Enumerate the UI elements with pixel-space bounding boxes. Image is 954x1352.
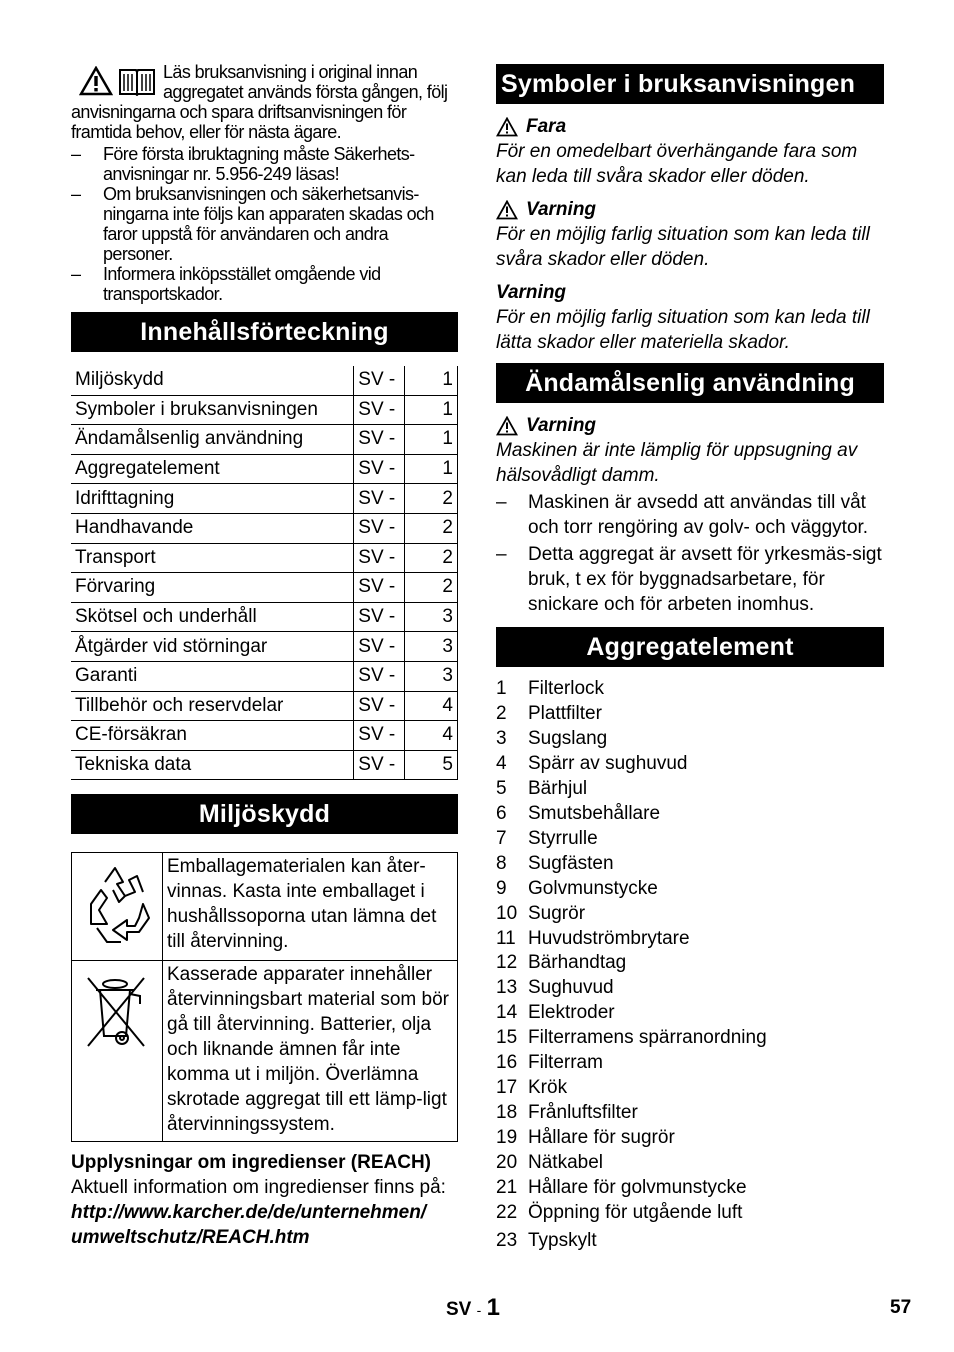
table-row[interactable]: Handhavande SV - 2	[71, 513, 458, 543]
table-row[interactable]: Idrifttagning SV - 2	[71, 484, 458, 514]
toc-table	[71, 366, 458, 780]
list-item: 23 Typskylt	[496, 1229, 597, 1251]
list-item: – Maskinen är avsedd att användas till våt och torr rengöring av golv- och väggytor.	[496, 492, 869, 538]
intended-use-warning-text: Maskinen är inte lämplig för uppsugning av hälsovådligt damm.	[496, 440, 858, 486]
recycling-text: Emballagematerialen kan åter-vinnas. Kasta inte emballaget i hushållssoporna utan lämna det till återvinning.	[163, 853, 458, 961]
table-row[interactable]: Tekniska data SV - 5	[71, 750, 458, 780]
danger-text: För en omedelbart överhängande fara som kan leda till svåra skador eller döden.	[496, 141, 858, 187]
list-item: 6 Smutsbehållare	[496, 802, 661, 824]
list-item: 13 Sughuvud	[496, 977, 614, 999]
list-item: 19 Hållare för sugrör	[496, 1127, 675, 1149]
list-item: 22 Öppning för utgående luft	[496, 1202, 743, 1224]
list-item: – Före första ibruktagning måste Säkerhets-anvisningar nr. 5.956-249 läsas!	[71, 144, 415, 184]
elements-list	[496, 677, 884, 1254]
intro-paragraph: Läs bruksanvisning i original innan aggregatet används första gången, följ anvisningarna och spara driftsanvisningen för framtida behov, eller för nästa ägare.	[71, 62, 448, 142]
list-item: 1 Filterlock	[496, 678, 605, 699]
warning-text: För en möjlig farlig situation som kan leda till svåra skador eller döden.	[496, 224, 870, 270]
list-item: – Om bruksanvisningen och säkerhetsanvis-ningarna inte följs kan apparaten skadas och faror uppstå för användaren och andra personer.	[71, 184, 434, 264]
table-row[interactable]: CE-försäkran SV - 4	[71, 721, 458, 751]
disposal-text: Kasserade apparater innehåller återvinningsbart material som bör gå till återvinning. Batterier, olja och liknande ämnen får inte komma ut i miljön. Överlämna skrotade aggregat till ett lämp-ligt återvinningssystem.	[163, 961, 458, 1142]
list-item: 7 Styrrulle	[496, 827, 598, 849]
environment-heading: Miljöskydd	[71, 794, 458, 834]
table-row	[72, 853, 458, 961]
list-item: 2 Plattfilter	[496, 702, 602, 724]
intro-list	[71, 144, 458, 304]
list-item: 11 Huvudströmbrytare	[496, 927, 690, 949]
left-column	[71, 60, 458, 1250]
table-row[interactable]: Symboler i bruksanvisningen SV - 1	[71, 395, 458, 425]
table-row[interactable]: Förvaring SV - 2	[71, 573, 458, 603]
warning-triangle-icon	[496, 117, 518, 137]
list-item: 10 Sugrör	[496, 902, 586, 924]
list-item: 5 Bärhjul	[496, 777, 588, 799]
table-row	[72, 961, 458, 1142]
list-item: 15 Filterramens spärranordning	[496, 1027, 767, 1049]
table-row[interactable]: Aggregatelement SV - 1	[71, 454, 458, 484]
warning-triangle-icon	[79, 66, 113, 96]
list-item: 3 Sugslang	[496, 727, 608, 749]
danger-heading: Fara	[496, 114, 884, 139]
reach-link-1[interactable]: http://www.karcher.de/de/unternehmen/	[71, 1202, 427, 1224]
list-item: 4 Spärr av sughuvud	[496, 752, 688, 774]
table-row[interactable]: Garanti SV - 3	[71, 661, 458, 691]
table-row[interactable]: Ändamålsenlig användning SV - 1	[71, 425, 458, 455]
table-row[interactable]: Transport SV - 2	[71, 543, 458, 573]
crossed-out-bin-icon	[82, 974, 152, 1054]
caution-text: För en möjlig farlig situation som kan leda till lätta skador eller materiella skador.	[496, 307, 870, 353]
list-item: 18 Frånluftsfilter	[496, 1102, 638, 1124]
reach-text: Aktuell information om ingredienser finns på:	[71, 1177, 446, 1199]
list-item: – Detta aggregat är avsett för yrkesmäs-sigt bruk, t ex för byggnadsarbetare, för snickare och för arbeten inomhus.	[496, 544, 882, 615]
list-item: 16 Filterram	[496, 1052, 603, 1074]
list-item: 20 Nätkabel	[496, 1152, 603, 1174]
manual-book-icon	[117, 66, 157, 96]
list-item: 21 Hållare för golvmunstycke	[496, 1177, 747, 1199]
list-item: 12 Bärhandtag	[496, 952, 627, 974]
list-item: 9 Golvmunstycke	[496, 877, 658, 899]
footer-page-label: SV - 1	[446, 1294, 500, 1321]
reach-title: Upplysningar om ingredienser (REACH)	[71, 1152, 431, 1174]
list-item: – Informera inköpsstället omgående vid transportskador.	[71, 264, 381, 304]
recycling-icon	[77, 862, 157, 952]
list-item: 14 Elektroder	[496, 1002, 615, 1024]
intro	[71, 60, 458, 304]
symbols-heading: Symboler i bruksanvisningen	[496, 64, 884, 104]
elements-heading: Aggregatelement	[496, 627, 884, 667]
right-column	[496, 60, 884, 1254]
intended-use-warning-heading: Varning	[496, 413, 884, 438]
intended-use-list	[496, 490, 884, 617]
toc-heading: Innehållsförteckning	[71, 312, 458, 352]
caution-heading: Varning	[496, 282, 567, 303]
list-item: 8 Sugfästen	[496, 852, 614, 874]
intended-use-heading: Ändamålsenlig användning	[496, 363, 884, 403]
intro-icons	[79, 66, 157, 96]
table-row[interactable]: Tillbehör och reservdelar SV - 4	[71, 691, 458, 721]
footer-page-number: 57	[890, 1297, 912, 1318]
warning-triangle-icon	[496, 416, 518, 436]
table-row[interactable]: Miljöskydd SV - 1	[71, 366, 458, 395]
environment-table	[71, 852, 458, 1142]
list-item: 17 Krök	[496, 1077, 568, 1099]
reach-link-2[interactable]: umweltschutz/REACH.htm	[71, 1227, 310, 1249]
warning-triangle-icon	[496, 200, 518, 220]
table-row[interactable]: Skötsel och underhåll SV - 3	[71, 602, 458, 632]
warning-heading: Varning	[496, 197, 884, 222]
table-row[interactable]: Åtgärder vid störningar SV - 3	[71, 632, 458, 662]
